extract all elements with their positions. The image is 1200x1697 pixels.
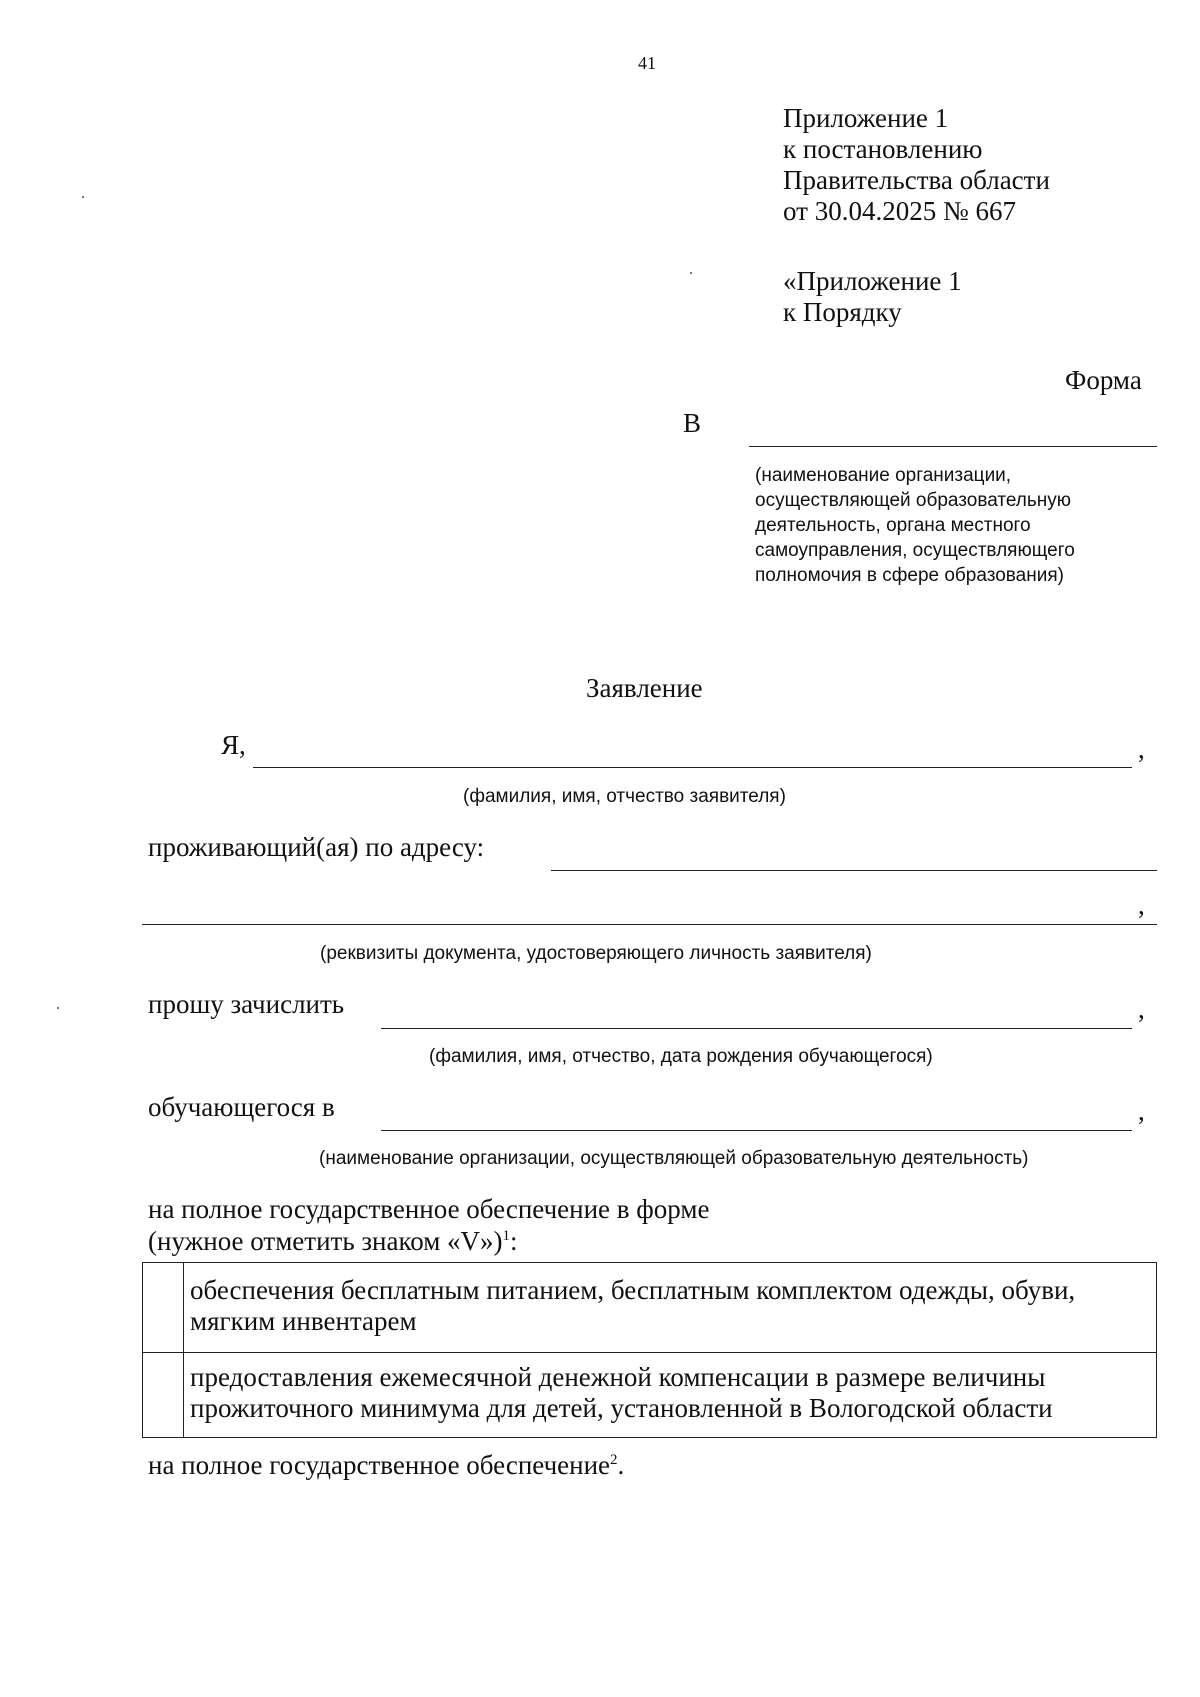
option-row bbox=[143, 1263, 1156, 1353]
addressee-caption-line: деятельность, органа местного bbox=[755, 515, 1031, 536]
option-text-line: предоставления ежемесячной денежной компенсации в размере величины bbox=[190, 1362, 1046, 1392]
school-label: обучающегося в bbox=[148, 1092, 335, 1122]
scan-speck bbox=[690, 272, 692, 274]
addressee-caption-line: осуществляющей образовательную bbox=[755, 490, 1072, 511]
school-caption: (наименование организации, осуществляющей образовательную деятельность) bbox=[319, 1148, 1029, 1169]
appendix-subheader bbox=[783, 266, 962, 328]
addressee-caption-line: самоуправления, осуществляющего bbox=[755, 540, 1075, 561]
option-text-line: мягким инвентарем bbox=[190, 1306, 417, 1336]
support-closing-text: на полное государственное обеспечение bbox=[148, 1450, 611, 1480]
option-text-line: прожиточного минимума для детей, установленной в Вологодской области bbox=[190, 1393, 1053, 1423]
option-checkbox[interactable] bbox=[143, 1353, 184, 1437]
addressee-caption bbox=[755, 463, 1075, 588]
header-line: Правительства области bbox=[783, 165, 1050, 195]
subheader-line: «Приложение 1 bbox=[783, 266, 962, 296]
applicant-name-line bbox=[253, 767, 1132, 768]
id-caption: (реквизиты документа, удостоверяющего личность заявителя) bbox=[320, 943, 872, 964]
support-instruction: (нужное отметить знаком «V») bbox=[148, 1226, 503, 1256]
appendix-header bbox=[783, 103, 1050, 227]
subheader-line: к Порядку bbox=[783, 297, 902, 327]
option-text bbox=[190, 1275, 1075, 1337]
scan-speck bbox=[57, 1007, 59, 1009]
comma: , bbox=[1138, 734, 1145, 764]
document-title: Заявление bbox=[586, 673, 703, 703]
support-colon: : bbox=[510, 1226, 518, 1256]
addressee-caption-line: (наименование организации, bbox=[755, 465, 1012, 486]
comma: , bbox=[1138, 1096, 1145, 1126]
address-label: проживающий(ая) по адресу: bbox=[148, 832, 485, 862]
header-line: Приложение 1 bbox=[783, 103, 949, 133]
support-closing-end: . bbox=[617, 1450, 625, 1480]
header-line: к постановлению bbox=[783, 134, 983, 164]
addressee-prefix: В bbox=[683, 408, 702, 438]
applicant-prefix: Я, bbox=[221, 730, 246, 760]
comma: , bbox=[1138, 890, 1145, 920]
support-line-1: на полное государственное обеспечение в форме bbox=[148, 1194, 710, 1224]
address-line-2 bbox=[142, 924, 1157, 925]
option-text bbox=[190, 1362, 1053, 1424]
student-line bbox=[381, 1028, 1132, 1029]
enroll-label: прошу зачислить bbox=[148, 989, 345, 1019]
footnote-2: 2 bbox=[610, 1452, 618, 1468]
option-text-line: обеспечения бесплатным питанием, бесплатным комплектом одежды, обуви, bbox=[190, 1275, 1076, 1305]
options-table bbox=[142, 1262, 1157, 1438]
support-line-2 bbox=[148, 1226, 518, 1257]
addressee-line bbox=[749, 446, 1157, 447]
address-line-1 bbox=[551, 870, 1157, 871]
option-row bbox=[143, 1353, 1156, 1437]
applicant-caption: (фамилия, имя, отчество заявителя) bbox=[463, 786, 786, 807]
option-checkbox[interactable] bbox=[143, 1263, 184, 1352]
addressee-caption-line: полномочия в сфере образования) bbox=[755, 565, 1064, 586]
header-line: от 30.04.2025 № 667 bbox=[783, 196, 1016, 226]
form-label: Форма bbox=[1065, 365, 1142, 395]
school-line bbox=[381, 1130, 1132, 1131]
page-number: 41 bbox=[638, 53, 656, 73]
comma: , bbox=[1138, 994, 1145, 1024]
scan-speck bbox=[82, 196, 84, 198]
support-closing bbox=[148, 1450, 624, 1481]
student-caption: (фамилия, имя, отчество, дата рождения обучающегося) bbox=[429, 1046, 933, 1067]
footnote-1: 1 bbox=[502, 1228, 511, 1244]
